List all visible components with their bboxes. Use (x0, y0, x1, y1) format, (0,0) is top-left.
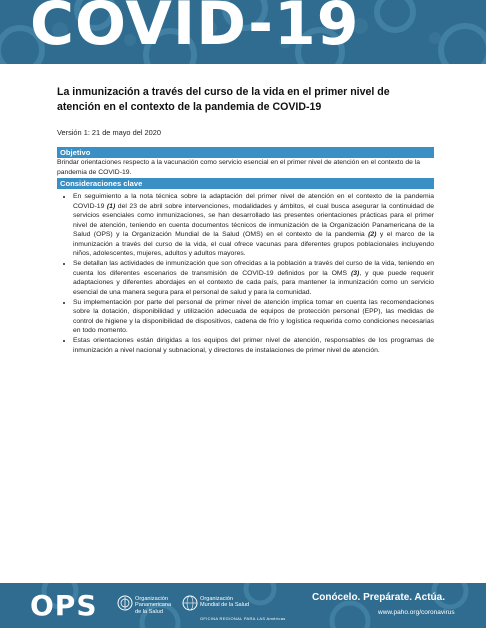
campaign-slogan: Conócelo. Prepárate. Actúa. (312, 592, 445, 603)
objective-text: Brindar orientaciones respecto a la vacunación como servicio esencial en el primer nivel de atención en el contexto de la pandemia de COVID-19. (57, 159, 421, 176)
paho-name: Organización Panamericana de la Salud (135, 596, 172, 615)
reference-link[interactable]: (2) (368, 231, 377, 238)
document-title: La inmunización a través del curso de la vida en el primer nivel de atención en el contexto de la pandemia de COVID-19 (57, 86, 390, 113)
who-name: Organización Mundial de la Salud (200, 596, 250, 609)
document-version: Versión 1: 21 de mayo del 2020 (57, 128, 161, 137)
header-banner (0, 0, 486, 64)
reference-link[interactable]: (3) (351, 269, 360, 277)
section-heading-objective: Objetivo (57, 147, 434, 158)
ops-logo: OPS (30, 589, 98, 622)
reference-link[interactable]: (1) (106, 202, 116, 210)
list-item: • Se detallan las actividades de inmunización que son ofrecidas a la población a través del curso de la vida, teniendo en cuenta los diferentes escenarios de transmisión de COVID-19 definidos por la OMS (3), y que puede requerir adaptaciones y diferentes abordajes en el contexto de cada país, para mantener la inmunización como un servicio esencial de una manera segura para el personal de salud y para la comunidad. (73, 259, 434, 297)
paho-emblem-icon (117, 595, 133, 611)
footer-banner (0, 583, 486, 628)
document-body (57, 85, 434, 356)
section-heading-considerations: Consideraciones clave (57, 178, 434, 189)
regional-office-label: OFICINA REGIONAL PARA LAS Américas (200, 616, 286, 621)
who-emblem-icon (182, 595, 198, 611)
considerations-list (57, 192, 434, 355)
list-item: • En seguimiento a la nota técnica sobre la adaptación del primer nivel de atención en el contexto de la pandemia COVID-19 (1) del 23 de abril sobre intervenciones, modalidades y ámbitos, el cual busca asegurar la continuidad de servicios esenciales como inmunizaciones, se han desarrollado las presentes orientaciones prácticas para el primer nivel de atención, teniendo en cuenta documentos técnicos de inmunización de la Organización Panamericana de la Salud (OPS) y la Organización Mundial de la Salud (OMS) en el contexto de la pandemia (2) y el marco de la inmunización a través del curso de la vida, el cual ofrece vacunas para diferentes grupos poblacionales incluyendo niños, adolescentes, mujeres, adultos y adultos mayores. (73, 192, 434, 259)
list-item: • Estas orientaciones están dirigidas a los equipos del primer nivel de atención, responsables de los programas de inmunización a nivel nacional y subnacional, y directores de instalaciones de primer nivel de atención. (73, 336, 434, 355)
website-link[interactable]: www.paho.org/coronavirus (378, 609, 455, 616)
list-item: • Su implementación por parte del personal de primer nivel de atención implica tomar en cuenta las recomendaciones sobre la dotación, disponibilidad y utilización adecuada de equipos de protección personal (EPP), las medidas de control de higiene y la disponibilidad de dispositivos, cadena de frío y logística requerida como condiciones necesarias en todo momento. (73, 298, 434, 336)
banner-title: COVID-19 (30, 0, 360, 59)
